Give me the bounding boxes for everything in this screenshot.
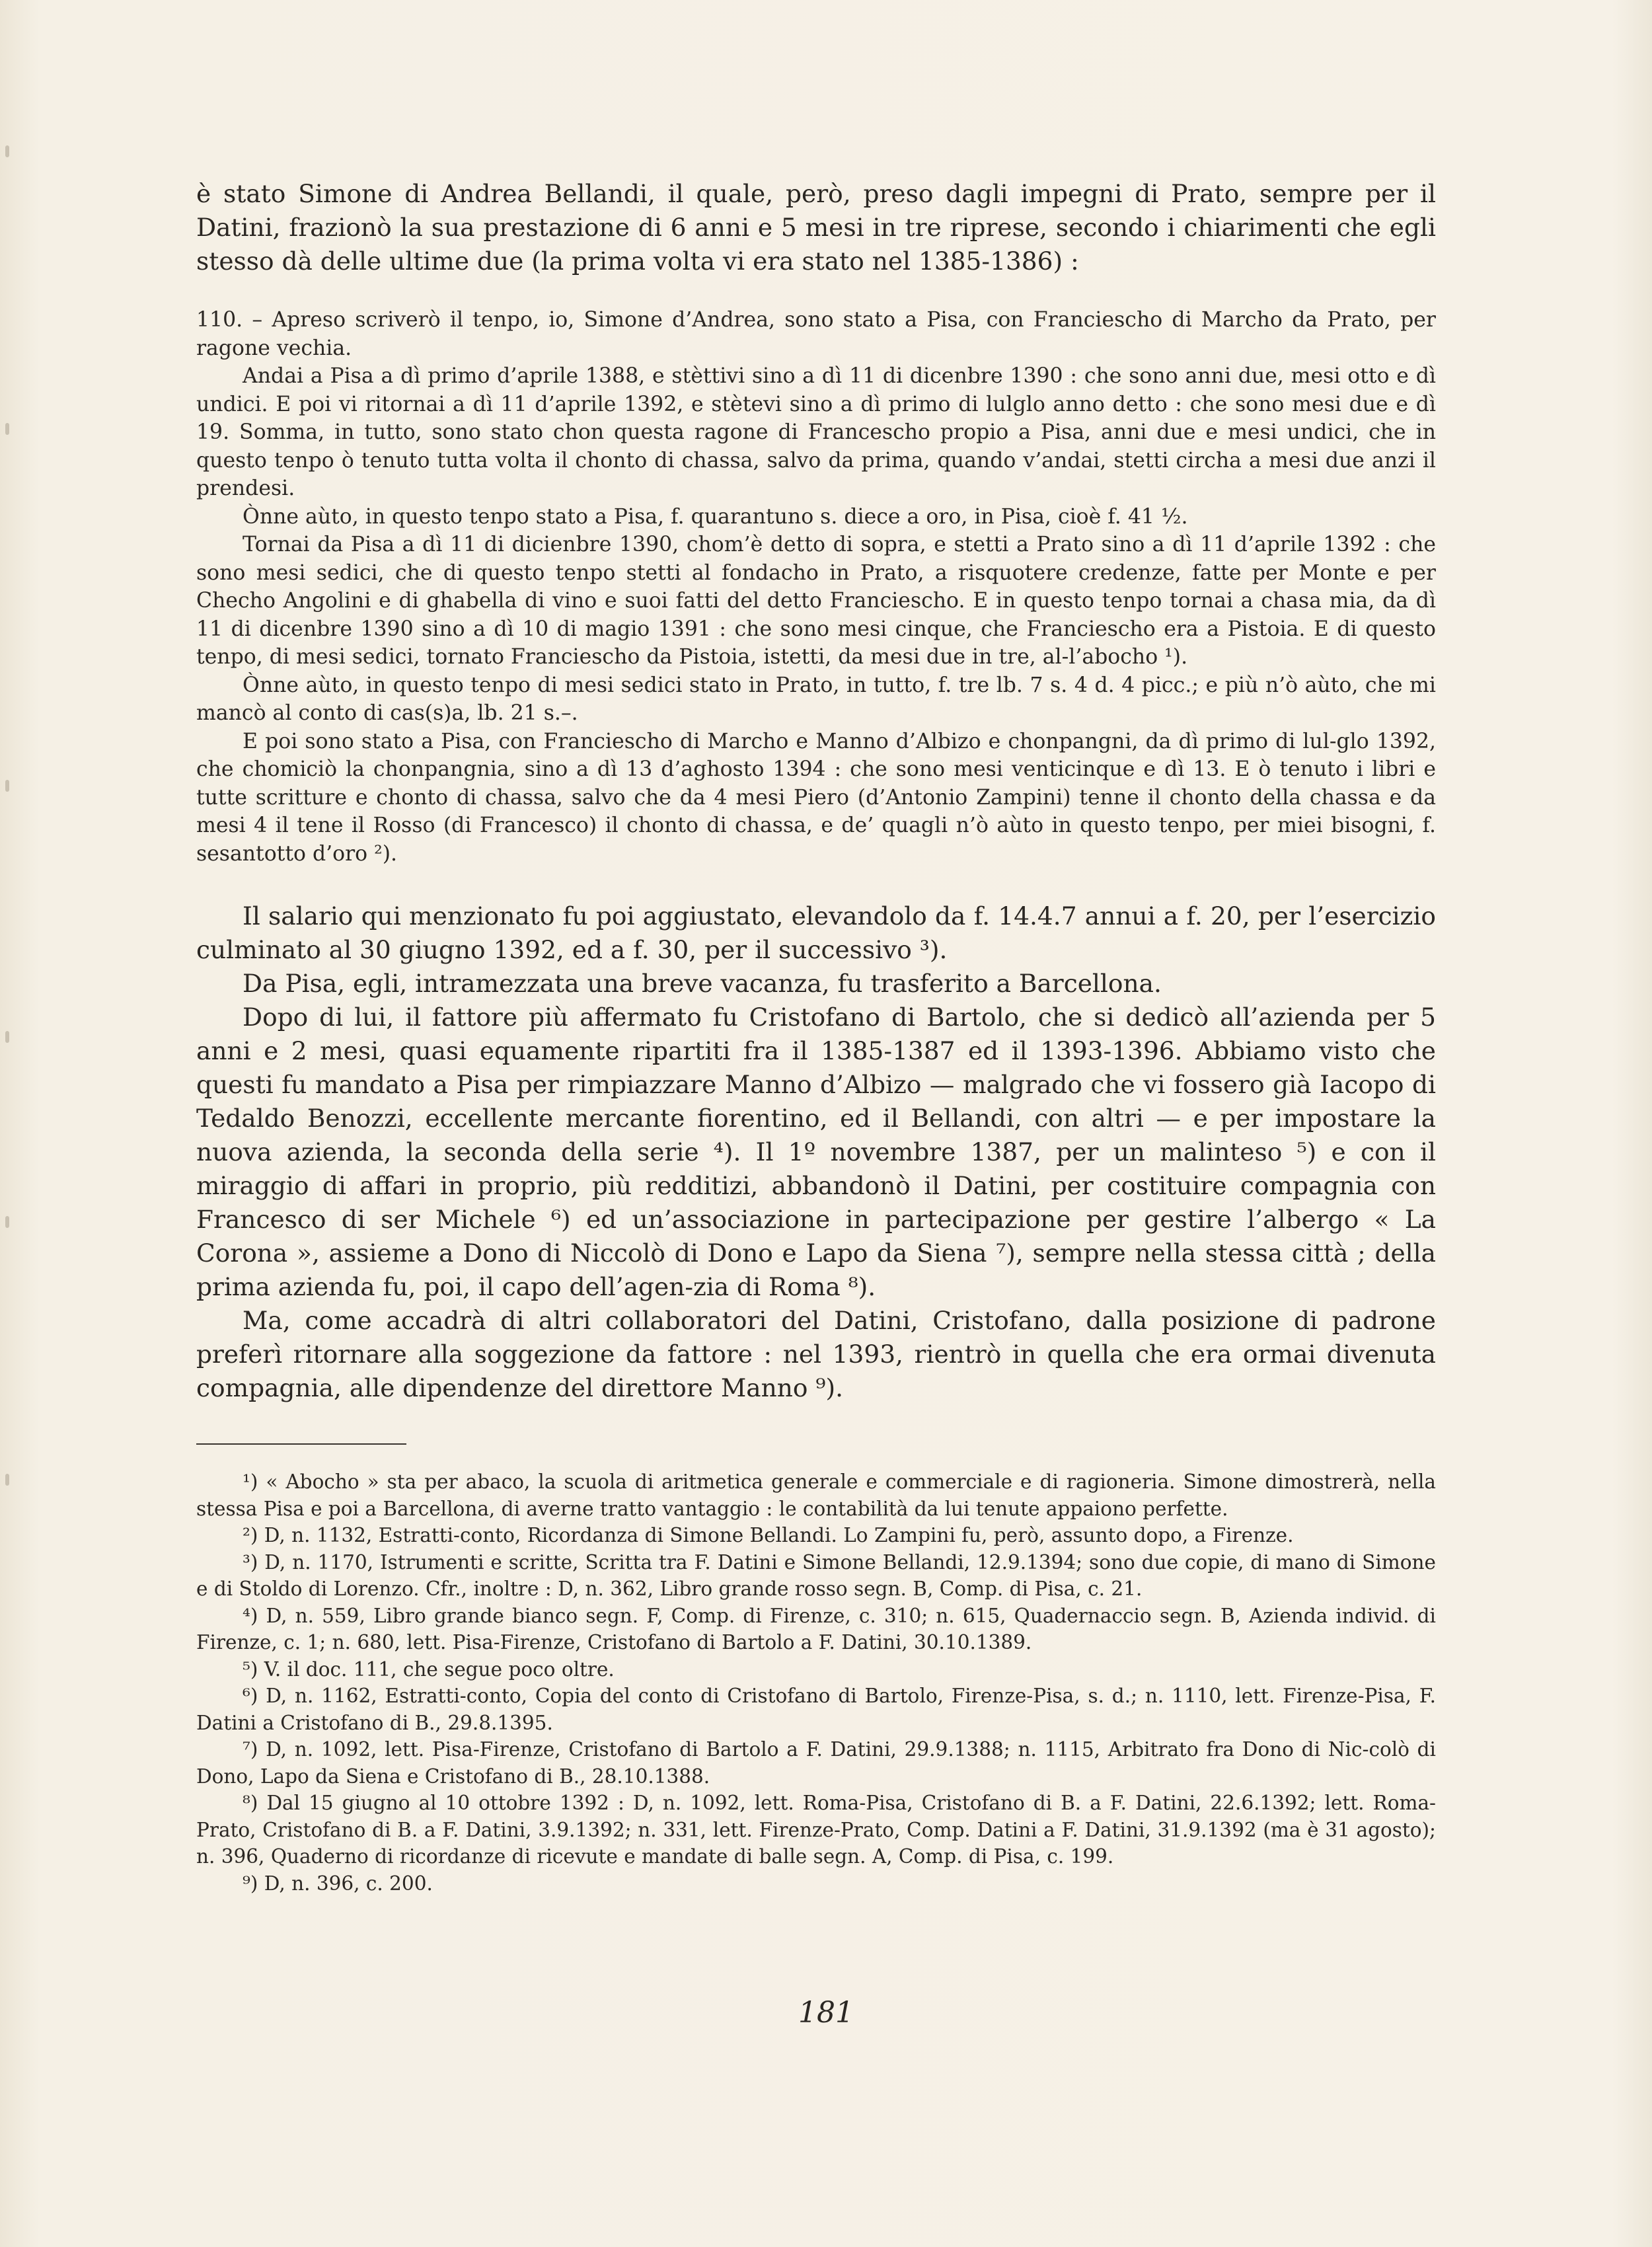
binding-mark bbox=[5, 1031, 9, 1043]
footnote-separator bbox=[196, 1443, 406, 1445]
footnote: ⁹) D, n. 396, c. 200. bbox=[243, 1872, 433, 1895]
binding-mark bbox=[5, 1216, 9, 1228]
footnotes bbox=[196, 1468, 1436, 1897]
body-paragraph: Ma, come accadrà di altri collaboratori del Datini, Cristofano, dalla posizione di padrone preferì ritornare alla soggezione da fattore : nel 1393, rientrò in quella che era ormai divenuta compagnia, alle dipendenze del direttore Manno ⁹). bbox=[196, 1306, 1436, 1402]
intro-paragraph: è stato Simone di Andrea Bellandi, il quale, però, preso dagli impegni di Prato, sempre per il Datini, frazionò la sua prestazione di 6 anni e 5 mesi in tre riprese, secondo i chiarimenti che egli stesso dà delle ultime due (la prima volta vi era stato nel 1385-1386) : bbox=[196, 179, 1436, 276]
page-number: 181 bbox=[798, 1996, 854, 2030]
footnote: ⁶) D, n. 1162, Estratti-conto, Copia del conto di Cristofano di Bartolo, Firenze-Pisa, s. d.; n. 1110, lett. Firenze-Pisa, F. Datini a Cristofano di B., 29.8.1395. bbox=[196, 1685, 1436, 1734]
binding-mark bbox=[5, 1474, 9, 1486]
quote-paragraph: Ònne aùto, in questo tenpo di mesi sedici stato in Prato, in tutto, f. tre lb. 7 s. 4 d. 4 picc.; e più n’ò aùto, che mi mancò al conto di cas(s)a, lb. 21 s.–. bbox=[196, 673, 1436, 725]
body-paragraph: Da Pisa, egli, intramezzata una breve vacanza, fu trasferito a Barcellona. bbox=[243, 969, 1162, 998]
quote-paragraph: E poi sono stato a Pisa, con Franciescho di Marcho e Manno d’Albizo e chonpangni, da dì primo di lul-glo 1392, che chomiciò la chonpangnia, sino a dì 13 d’aghosto 1394 : che sono mesi venticinque e dì 13. E ò tenuto i libri e tutte scritture e chonto di chassa, salvo che da 4 mesi Piero (d’Antonio Zampini) tenne il chonto della chassa e da mesi 4 il tene il Rosso (di Francesco) il chonto di chassa, e de’ quagli n’ò aùto in questo tenpo, per miei bisogni, f. sesantotto d’oro ²). bbox=[196, 729, 1436, 866]
footnote: ⁴) D, n. 559, Libro grande bianco segn. F, Comp. di Firenze, c. 310; n. 615, Quadernaccio segn. B, Azienda individ. di Firenze, c. 1; n. 680, lett. Pisa-Firenze, Cristofano di Bartolo a F. Datini, 30.10.1389. bbox=[196, 1604, 1436, 1654]
binding-mark bbox=[5, 780, 9, 792]
quoted-document bbox=[196, 306, 1436, 868]
binding-mark bbox=[5, 145, 9, 157]
footnote: ²) D, n. 1132, Estratti-conto, Ricordanza di Simone Bellandi. Lo Zampini fu, però, assunto dopo, a Firenze. bbox=[243, 1524, 1294, 1546]
quote-paragraph: Tornai da Pisa a dì 11 di dicienbre 1390, chom’è detto di sopra, e stetti a Prato sino a dì 11 d’aprile 1392 : che sono mesi sedici, che di questo tenpo stetti al fondacho in Prato, a risquotere credenze, fatte per Monte e per Checho Angolini e di ghabella di vino e suoi fatti del detto Franciescho. E in questo tenpo tornai a chasa mia, da dì 11 di dicenbre 1390 sino a dì 10 di magio 1391 : che sono mesi cinque, che Franciescho era a Pistoia. E di questo tenpo, di mesi sedici, tornato Franciescho da Pistoia, istetti, da mesi due in tre, al-l’abocho ¹). bbox=[196, 533, 1436, 669]
body-paragraph: Dopo di lui, il fattore più affermato fu Cristofano di Bartolo, che si dedicò all’azienda per 5 anni e 2 mesi, quasi equamente ripartiti fra il 1385-1387 ed il 1393-1396. Abbiamo visto che questi fu mandato a Pisa per rimpiazzare Manno d’Albizo — malgrado che vi fossero già Iacopo di Tedaldo Benozzi, eccellente mercante fiorentino, ed il Bellandi, con altri — e per impostare la nuova azienda, la seconda della serie ⁴). Il 1º novembre 1387, per un malinteso ⁵) e con il miraggio di affari in proprio, più redditizi, abbandonò il Datini, per costituire compagnia con Francesco di ser Michele ⁶) ed un’associazione in partecipazione per gestire l’albergo « La Corona », assieme a Dono di Niccolò di Dono e Lapo da Siena ⁷), sempre nella stessa città ; della prima azienda fu, poi, il capo dell’agen-zia di Roma ⁸). bbox=[196, 1003, 1436, 1301]
footnote: ¹) « Abocho » sta per abaco, la scuola di aritmetica generale e commerciale e di ragioneria. Simone dimostrerà, nella stessa Pisa e poi a Barcellona, di averne tratto vantaggio : le contabilità da lui tenute appaiono perfette. bbox=[196, 1470, 1436, 1520]
body-paragraph: Il salario qui menzionato fu poi aggiustato, elevandolo da f. 14.4.7 annui a f. 20, per l’esercizio culminato al 30 giugno 1392, ed a f. 30, per il successivo ³). bbox=[196, 901, 1436, 964]
body-text bbox=[196, 899, 1436, 1405]
binding-mark bbox=[5, 423, 9, 435]
quote-paragraph: Andai a Pisa a dì primo d’aprile 1388, e stèttivi sino a dì 11 di dicenbre 1390 : che sono anni due, mesi otto e dì undici. E poi vi ritornai a dì 11 d’aprile 1392, e stètevi sino a dì primo di lulglo anno detto : che sono mesi due e dì 19. Somma, in tutto, sono stato chon questa ragone di Franceschо propio a Pisa, anni due e mesi undici, che in questo tenpo ò tenuto tutta volta il chonto di chassa, salvo da prima, quando v’andai, stetti circha a mesi due anzi il prendesi. bbox=[196, 364, 1436, 500]
quote-paragraph: Ònne aùto, in questo tenpo stato a Pisa, f. quarantuno s. diece a oro, in Pisa, cioè f. 41 ½. bbox=[243, 504, 1188, 529]
footnote: ⁵) V. il doc. 111, che segue poco oltre. bbox=[243, 1657, 615, 1681]
quote-paragraph: 110. – Apreso scriverò il tenpo, io, Simone d’Andrea, sono stato a Pisa, con Franciescho di Marcho da Prato, per ragone vechia. bbox=[196, 308, 1436, 360]
text-column bbox=[196, 177, 1436, 1897]
footnote: ³) D, n. 1170, Istrumenti e scritte, Scritta tra F. Datini e Simone Bellandi, 12.9.1394; sono due copie, di mano di Simone e di Stoldo di Lorenzo. Cfr., inoltre : D, n. 362, Libro grande rosso segn. B, Comp. di Pisa, c. 21. bbox=[196, 1550, 1436, 1600]
footnote: ⁷) D, n. 1092, lett. Pisa-Firenze, Cristofano di Bartolo a F. Datini, 29.9.1388; n. 1115, Arbitrato fra Dono di Nic-colò di Dono, Lapo da Siena e Cristofano di B., 28.10.1388. bbox=[196, 1738, 1436, 1788]
footnote: ⁸) Dal 15 giugno al 10 ottobre 1392 : D, n. 1092, lett. Roma-Pisa, Cristofano di B. a F. Datini, 22.6.1392; lett. Roma-Prato, Cristofano di B. a F. Datini, 3.9.1392; n. 331, lett. Firenze-Prato, Comp. Datini a F. Datini, 31.9.1392 (ma è 31 agosto); n. 396, Quaderno di ricordanze di ricevute e mandate di balle segn. A, Comp. di Pisa, c. 199. bbox=[196, 1792, 1436, 1868]
